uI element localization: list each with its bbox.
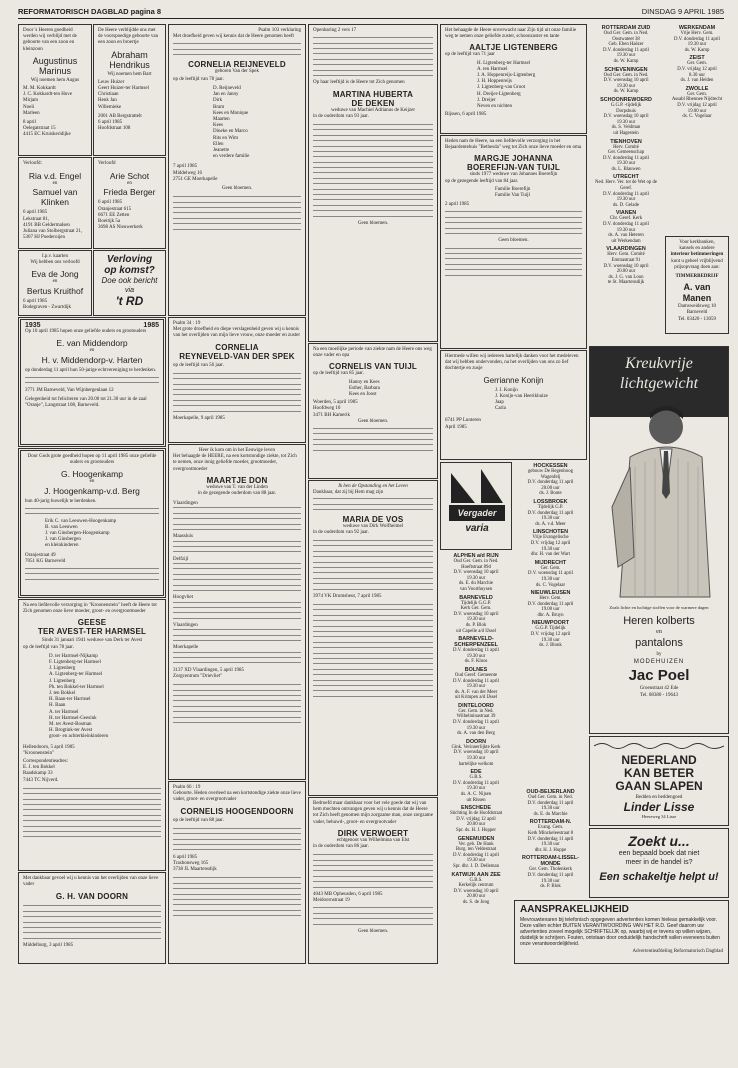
ad-van-manen: Voor kerkbanken, kansels en andere interieur betimmeringen kunt u geheel vrijblijvend prijsopvraag doen aan: TIMMERBEDRIJF A. van Manen Damsweidsweg 10 Barneveld Tel. 03420 - 13059 [665, 236, 729, 334]
service-item: WERKENDAM Vrije Herv. Gem. D.V. donderdag 11 april 19.30 uur ds. W. Kamp [674, 25, 720, 53]
service-item: ZEIST Ger. Gem. D.V. vrijdag 12 april 8.30 uur ds. J. van Helden [677, 55, 717, 84]
service-item: NIEUWLEUSEN Herv. Gem. D.V. donderdag 11 april 19.00 uur dhr. A. Bruyn [527, 590, 574, 618]
ad-zoekt-u: Zoekt u... een bepaald boek dat niet meer in de handel is? Een schakeltje helpt u! [589, 828, 729, 898]
service-item: MIJDRECHT Ger. Gem. D.V. woensdag 11 april 19.30 uur ds. C. Vogelaar [528, 559, 573, 588]
obituary-aaltje-ligtenberg: Het behaagde de Heere onverwacht naar Zijn tijd uit onze familie weg te nemen onze geliefde zuster, schoonzuster en tante AALTJE LIGTENBERG op de leeftijd van 71 jaar H. Ligtenberg-ter Harmsel A. ten Harmsel J. A. Hoppenreijs-Ligtenberg J. H. Hoppenreijs J. Ligtenberg-van Groot H. Dreijer-Ligtenberg J. Dreijer Neven en nichten Rijssen, 6 april 1985 [440, 24, 587, 134]
promo-verloving: Verloving op komst? Doe ook bericht via 't RD [93, 250, 166, 316]
service-item: KATWIJK AAN ZEE G.B.S. Kerkelijk centrum D.V. woensdag 10 april 20.00 uur ds. S. de Jong [451, 871, 501, 905]
engagement-ad-arie: Verloofd Arie Schot en Frieda Berger 6 april 1985 Oranjestraat 615 6671 EE Zetten Boeitijk 5a 3698 AS Nieuwerkerk [93, 157, 166, 249]
header-title: REFORMATORISCH DAGBLAD pagina 8 [18, 7, 162, 16]
anniversary-ad-middendorp: 1935 1985 Op 10 april 1985 hopen onze geliefde ouders en grootouders E. van Middendorp en H. v. Middendorp-v. Harten op donderdag 11 april hun 50-jarige echtvereniging te herdenken. 3771 JM Barneveld, Van Wijnbergenlaan 12 Gelegenheid tot feliciteren van 20.00 tot 21.30 uur in de zaal "Oranje", Langstraat 108, Barneveld. [18, 317, 166, 447]
obituary-geese: Na een liefdevolle verzorging in "Kroonenstein" heeft de Heere tot Zich genomen onze lieve moeder, groot- en overgrootmoeder GEESE TER AVEST-TER HARMSEL Sinds 31 januari 1941 weduwe van Derk ter Avest op de leeftijd van 78 jaar. D. ter Harmsel-Nijkamp F. Ligtenberg-ter Harmsel J. Ligtenberg A. Ligtenberg-ter Harmsel J. Ligtenberg Ph. ten Bokkel-ter Harmsel J. ten Bokkel H. Baan-ter Harmsel H. Baan A. ter Harmsel H. ter Harmsel-Geesink M. ter Avest-Bosman H. Brogtink-ter Avest groot- en achterkleinkinderen Hellendoorn, 5 april 1985 "Kroonenstein" Correspondentieadres: E. J. ten Bokkel Raadskamp 33 7443 TC Nijverd. [18, 599, 166, 871]
church-services-list-b [514, 462, 587, 732]
header-date: DINSDAG 9 APRIL 1985 [641, 7, 724, 16]
obituary-margje-boerefijn: Heden nam de Heere, na een liefdevolle verzorging in het Bejaardentehuis "Bethesda" weg tot Zich onze lieve moeder en oma MARGJE JOHANNA BOEREFIJN-VAN TUIJL sinds 1977 weduwe van Johannes Boerefijn op de gezegende leeftijd van 84 jaar. Familie Boerefijn Familie Van Tuijl 2 april 1985 Geen bloemen. [440, 135, 587, 349]
notice-aansprakelijkheid: AANSPRAKELIJKHEID Mevrouwtenaren bij telefonisch opgegeven advertenties komen hieleas gemakkelijk voor. Deze vallen echter BUITEN VERANTWOORDING VAN HET R.D. Geef daarom uw advertenties zoveel mogelijk SCHRIFTELIJK op, waarbij wij er tevens op willen wijzen, duidelijk te schrijven. Fouten, ontstaan door onduidelijk handschrift vallen eveneens buiten onze verantwoordelijkheid. Advertentieafdeling Reformatorisch Dagblad [514, 900, 729, 964]
vergader-varia-logo: Vergader varia [440, 462, 512, 550]
obituary-cornelia-reyneveld: Psalm 34 : 19 Met grote droefheid en diepe verslagenheid geven wij u kennis van het overlijden van mijn lieve vrouw, onze moeder en zuster CORNELIA REYNEVELD-VAN DER SPEK op de leeftijd van 56 jaar. Moerkapelle, 9 april 1985 [168, 317, 306, 443]
birth-name: Augustinus Marinus [32, 55, 78, 76]
service-item: ROTTERDAM-LISSEL-MONDE Ger. Gem. Tholenkerk D.V. donderdag 11 april 19.30 uur ds. P. Blok [522, 855, 579, 890]
page-header [18, 6, 724, 19]
obituary-van-doorn: Met dankbaar gevoel wij u kennis van het overlijden van onze lieve vader G. H. VAN DOORN Middelburg, 3 april 1985 [18, 872, 166, 964]
church-services-list-d [665, 24, 729, 234]
service-item: DOORN Gink. Verinnerlijkte Kerk D.V. woensdag 10 april 19.30 uur hartelijke welkom [451, 738, 501, 767]
service-item: EDE G.B.S. D.V. donderdag 11 april 19.30 uur ds. A. C. Nijsen uit Rissen [453, 769, 499, 803]
service-item: HOCKESSEN gebouw De Regenboog Wagenfelj D.V. donderdag 11 april 20.00 uur ds. J. Boute [527, 463, 574, 497]
service-item: DINTELOORD Ger. Gem. in Ned. Wilhelminastraat 39 D.V. donderdag 11 april 19.30 uur ds. A. van den Berg [453, 702, 499, 737]
church-logo-icon [441, 463, 511, 549]
service-item: BOLNES Oud Geref. Gemeente D.V. donderdag 11 april 19.30 uur ds. A. F. van der Meer uit Krimpen a/d IJssel [453, 666, 499, 701]
service-item: NIEUWPOORT G.G.P. Tijdelijk D.V. vrijdag 12 april 19.30 uur ds. J. Blonk [530, 620, 571, 649]
service-item: SCHEVENINGEN Oud Ger. Gem. in Ned. D.V. woensdag 10 april 19.30 uur ds. W. Kamp [603, 66, 649, 95]
obituary-cornelis-hoogendoorn: Psalm 66 : 19 Geboorte. Heden overleed na een kortstondige ziekte onze lieve vader, groot- en overgrootvader CORNELIS HOOGENDOORN op de leeftijd van 88 jaar. 6 april 1985 Trasbonsweg 165 3738 JL Maartensdijk [168, 781, 306, 964]
engagement-ad-ria: Verloofd: Ria v.d. Engel en Samuel van Klinken 6 april 1985 Lekstraat 81, 4191 BB Geldermalsen Juliana van Stolbergstraat 21, 5307 HJ Poederoijen [18, 157, 92, 249]
service-item: OUD-BEIJERLAND Oud Ger. Gem. in Ned. D.V. donderdag 11 april 19.30 uur ds. E. du Marchie [526, 789, 575, 817]
service-item: ROTTERDAM ZUID Oud Ger. Gem. in Ned. Oostwateet 38 Geb. Eben Haëzer D.V. donderdag 11 april 19.30 uur ds. W. Kamp [601, 25, 651, 64]
service-item: GENEMUIDEN Ver. geb. De Hank Burg. ten Veldestraat D.V. donderdag 11 april 19.30 uur Spr. dhr. J. D. Delleman [452, 835, 500, 869]
service-item: BARNEVELD Tijdelijk G.G.P. Kerk Ger. Gem. D.V. woensdag 10 april 19.30 uur ds. P. Blok uit Capelle a/d IJssel [453, 594, 499, 634]
anniversary-ad-hoogenkamp: Door Gods grote goedheid hopen op 11 april 1985 onze geliefde ouders en grootouders G. Hoogenkamp en J. Hoogenkamp-v.d. Berg hun 40-jarig huwelijk te herdenken. Erik C. van Leeuwen-Hoogenkamp B. van Leeuwen J. van Ginsbergen-Hoogenkamp J. van Ginsbergen en kleinkinderen Oranjestraat 49 7051 KG Barneveld [18, 448, 166, 598]
engagement-ad-eva: I.p.v. kaarten Wij hebben ons verloofd Eva de Jong en Bertus Kruithof 6 april 1985 Bodegraven - Zwartdijk [18, 250, 92, 316]
service-item: ENSCHEDE Stichting In de Hoofdstraat D.V. vrijdag 12 april 20.00 uur Spr. ds. H. J. Hopper [449, 805, 503, 833]
service-item: BARNEVELD-SCHERPENZEEL D.V. donderdag 11 april 19.30 uur ds. F. Kloos [453, 636, 499, 665]
church-services-list-c [440, 552, 512, 964]
man-in-suit-illustration-icon [590, 397, 728, 607]
service-item: LOSSBROEK Tijdelijk G.P. D.V. donderdag 11 april 19.30 uur ds. A. v.d. Meer [527, 498, 574, 527]
obituary-cornelis-van-tuijl: Na een moeilijke periode van ziekte nam de Heere ons weg onze vader en opa CORNELIS VAN TUIJL op de leeftijd van 85 jaar. Hanny en Kees Esther, Barbara Kees en Joost Woerden, 5 april 1985 Hoofdweg 10 3471 BH Kamerik Geen bloemen. [308, 343, 438, 479]
service-item: ALPHEN a/d RIJN Oud Ger. Gem. in Ned. Hoeftstraat 89d D.V. woensdag 10 april 19.30 uur ds. E. du Marchie van Voorthuysen [453, 553, 499, 592]
service-item: UTRECHT Ned. Herv. Ver. tot de Wet op de Geref. D.V. donderdag 11 april 19.30 uur ds. D. Gelade [594, 174, 657, 208]
obituary-cornelia-reijneveld: Psalm 103 verklaring Met droefheid geven wij kennis dat de Heere genomen heeft CORNELIA REIJNEVELD geboren Van der Spek op de leeftijd van 78 jaar. D. Reijneveld Jan en Janny Dirk Bram Kees en Monique Maarten Kees Dineke en Marco Rits en Wim Ellen Jeanette en verdere familie 7 april 1985 Middelweg 16 2751 GE Moerkapelle Geen bloemen. [168, 24, 306, 316]
birth-ad-abraham: De Heere verblijdde ons met de voorspoedige geboorte van een zoon en broertje Abraham Hendrikus Wij noemen hem Bart Leuw Huizer Geert Huizer-ter Harmsel Christiaan Henk Jan Willemieke 2001 AB Bergstrattelt 6 april 1985 Hoofdstraat 108 [93, 24, 166, 156]
service-item: SCHOONREWOERD G.G.P. -tijdelijk Dorpshuis D.V. woensdag 10 april 19.30 uur ds. S. Veldman uit Hagestein [600, 96, 652, 136]
birth-ad-augustinus: Door 's Heeren goedheid werden wij verblijd met de geboorte van een zoon en kleinzoon Augustinus Marinus Wij noemen hem Augus M. M. Kokkardt J. C. Kokkardt-ten Hove Mirjam Noeli Marleen 8 april Oelegatstraat 15 4415 EC Kruiskeridijke [18, 24, 92, 156]
service-item: TIENHOVEN Herv. Comité Ger. Gemeenschap D.V. donderdag 11 april 19.30 uur ds. L. Blauwen [603, 138, 649, 172]
service-item: VLAARDINGEN Herv. Gem. Comité Emmastraat 91 D.V. woensdag 10 april 20.00 uur ds. J. G. van Loon te St. Maartensdijk [603, 246, 649, 286]
obituary-maria-de-vos: Ik ben de Opstanding en het Leven Dankbaar, dat zij bij Hem mag zijn MARIA DE VOS weduwe van Dirk Wolfheimel in de ouderdom van 92 jaar. 3974 VK Drumsheut, 7 april 1985 [308, 480, 438, 796]
ad-jac-poel: Kreukvrije lichtgewicht Zoals lichte en luchtige stoffen voor de warmere dagen Heren kolberts en pantalons by MODEHUIZEN Jac Poel Groenstraat 42 Ede Tel. 08380 - 19643 [589, 346, 729, 734]
obituary-maartje-don: Heer ik kom om in het Eeuwige leven Het behaagde de HEERE, na een kortstondige ziekte, tot Zich te nemen, onze innig geliefde moeder, grootmoeder, overgrootmoeder MAARTJE DON weduwe van T. van der Linden in de gezegende ouderdom van 88 jaar. Vlaardingen Maassluis Delfzijl Hoogvliet Vlaardingen Moerkapelle 3137 XD Vlaardingen, 5 april 1985 Zorgcentrum "Drievliet" [168, 444, 306, 780]
service-item: ROTTERDAM-N. Evang. Gem. Kerk Minckeleestraat 8 D.V. donderdag 11 april 19.30 uur dhr. H. J. Hoppe [527, 819, 574, 853]
birth-name: Abraham Hendrikus [109, 49, 150, 70]
thanks-gerrianne-konijn: Hiermede willen wij iedereen hartelijk danken voor het medeleven dat wij hebben ondervonden, na het overlijden van ons zo lief dochtertje en zusje Gerrianne Konijn J. J. Konijn J. Konijn-van Heerikhuize Jaap Carla 6741 PP Lunteren April 1985 [440, 350, 587, 460]
church-services-list-a [589, 24, 663, 344]
ad-linder-lisse: NEDERLAND KAN BETER GAAN SLAPEN Bedden en beddengoed Linder Lisse Heereweg 34 Lisse [589, 736, 729, 826]
service-item: LINSCHOTEN Vrije Evangelische D.V. vrijdag 12 april 19.30 uur dhr. H. van der Wart [530, 529, 571, 558]
service-item: ZWOLLE Ger. Gem. Assabl Rhennee Nijdrecht D.V. vrijdag 12 april 19.00 uur ds. C. Vogelaar [671, 85, 723, 120]
wave-decoration-icon [594, 741, 724, 751]
obituary-dirk-verwoert: Bedroefd maar dankbaar voor het vele goede dat wij van hem mochten ontvangen geven wij u kennis dat de Heere tot Zich heeft genomen mijn zorgzame man, onze zorgzame vader, behuwd-, groot- en overgrootvader DIRK VERWOERT echtgenoot van Wilhelmina van Elst in de ouderdom van 86 jaar. 4043 MB Opheusden, 6 april 1985 Meidoornstraat 19 Geen bloemen. [308, 797, 438, 964]
obituary-martina-de-deken: Openbaring 2 vers 17 Op haar leeftijd is de Heere tot Zich genomen MARTINA HUBERTA DE DEKEN weduwe van Machiel Adrianus de Keijzer in de ouderdom van 93 jaar. Geen bloemen. [308, 24, 438, 342]
service-item: VIANEN Chr. Geref. Kerk D.V. donderdag 11 april 19.30 uur ds. A. van Heteren uit Werkendam [603, 210, 649, 244]
